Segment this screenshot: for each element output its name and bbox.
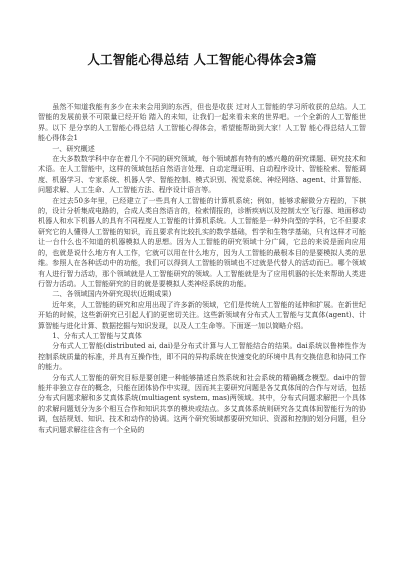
section-heading: 二、各领域国内外研究现状(近期成果) — [52, 289, 172, 299]
paragraph: 在过去50多年里，已经建立了一些具有人工智能的计算机系统；例如，能够求解微分方程的，下棋的，设计分析集成电路的，合成人类自然语言的，检索情报的，诊断疾病以及控制太空飞行器、地面移动机器人和水下机器人的具有不同程度人工智能的计算机系统。人工智能是一种外向型的学科，它不但要求研究它的人懂得人工智能的知识，而且要求有比较扎实的数学基础，哲学和生物学基础，只有这样才可能让一台什么也不知道的机器模拟人的思想。因为人工智能的研究领域十分广阔，它总的来说是面向应用的，也就是说什么地方有人工作，它就可以用在什么地方，因为人工智能的最根本目的是要模拟人类的思维。参照人在各种活动中的功能，我们可以得到人工智能的领域也不过就是代替人的活动而已。哪个领域有人进行智力活动，那个领域就是人工智能研究的领域。人工智能就是为了应用机器的长处来帮助人类进行智力活动。人工智能研究的目的就是要模拟人类神经系统的功能。 — [38, 195, 366, 288]
document-title: 人工智能心得总结 人工智能心得体会3篇 — [87, 52, 317, 67]
paragraph: 虽然不知道我能有多少在未来会用到的东西，但也是收获 过对人工智能的学习所收获的总结。人工智能的发展前景不可限量已经开始 踏入的未知，让我们一起来看未来的世界吧。一个全新的人工智能世界。以下 是分享的人工智能心得总结 人工智能心得体会，希望能帮助到大家！人工智 能心得总结人工智能心得体会1 — [38, 102, 366, 143]
paragraph: 分布式人工智能(distributed ai, dai)是分布式计算与人工智能结合的结果。dai系统以鲁棒性作为控制系统质量的标准，并具有互操作性，即不同的异构系统在快速变化的环境中具有交换信息和协同工作的能力。 — [38, 341, 366, 372]
section-heading: 一、研究概述 — [52, 143, 95, 153]
document-body — [38, 102, 366, 435]
paragraph: 1、分布式人工智能与艾真体 — [52, 330, 142, 340]
paragraph: 分布式人工智能的研究目标是要创建一种能够描述自然系统和社会系统的精确概念模型。dai中的智能并非独立存在的概念，只能在团体协作中实现，因而其主要研究问题是各艾真体间的合作与对话，包括分布式问题求解和多艾真体系统(multiagent system, mas)两领域。其中，分布式问题求解把一个具体的求解问题划分为多个相互合作和知识共享的模块或结点。多艾真体系统则研究各艾真体间智能行为的协调，包括规划、知识、技术和动作的协调。这两个研究领域都要研究知识、资源和控制的划分问题，但分布式问题求解往往含有一个全局的 — [38, 372, 366, 434]
paragraph: 近年来，人工智能的研究和应用出现了许多新的领域，它们是传统人工智能的延伸和扩展。在新世纪开始的时候，这些新研究已引起人们的更密切关注。这些新领域有分布式人工智能与艾真体(agent)、计算智能与进化计算、数据挖掘与知识发现，以及人工生命等。下面逐一加以简略介绍。 — [38, 299, 366, 330]
paragraph: 在大多数数学科中存在着几个不同的研究领域，每个领域都有特有的感兴趣的研究课题、研究技术和术语。在人工智能中，这样的领域包括自然语言处理、自动定理证明、自动程序设计、智能检索、智能调度、机器学习、专家系统、机器人学、智能控制、模式识别、视觉系统、神经网络、agent、计算智能、问题求解、人工生命、人工智能方法、程序设计语言等。 — [38, 154, 366, 195]
